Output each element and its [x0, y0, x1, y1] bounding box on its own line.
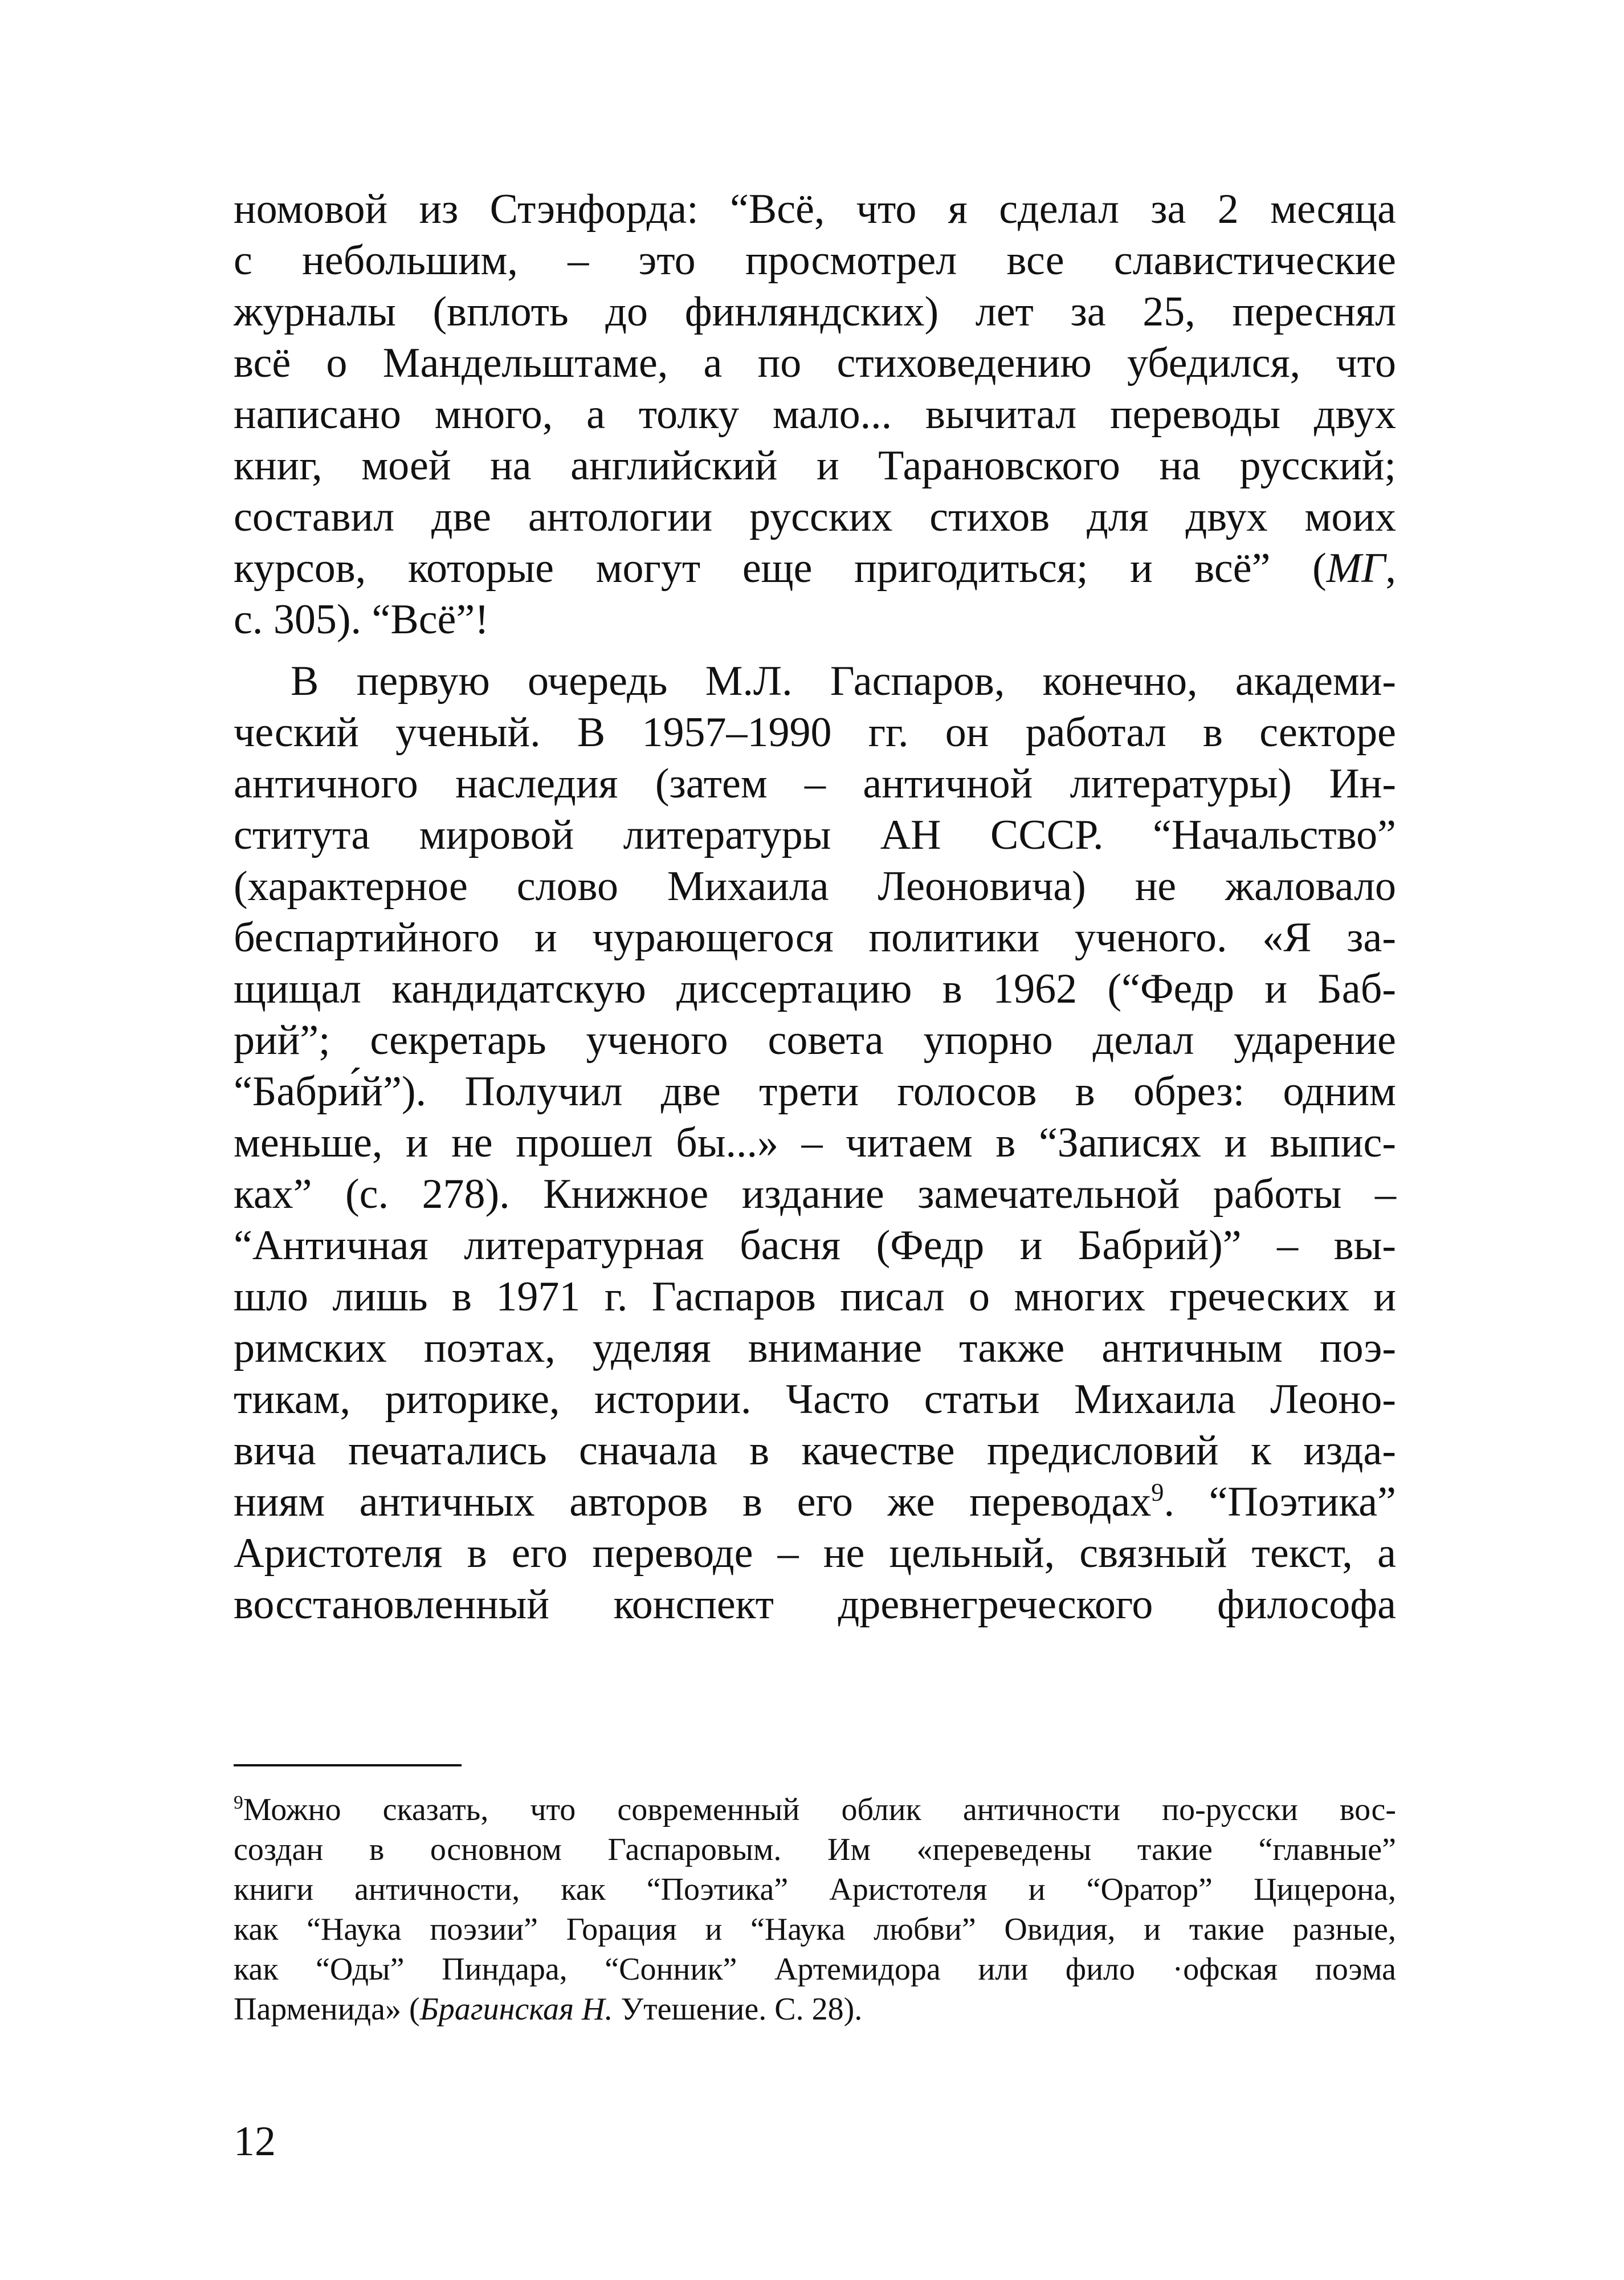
- text-line: щищал кандидатскую диссертацию в 1962 (“Федр и Баб-: [234, 966, 1396, 1012]
- text-fragment: . “Поэтика”: [1164, 1479, 1396, 1525]
- text-line: вича печатались сначала в качестве предисловий к изда-: [234, 1427, 1396, 1474]
- text-line: (характерное слово Михаила Леоновича) не жаловало: [234, 863, 1396, 910]
- text-fragment: Можно сказать, что современный облик античности по-русски вос-: [243, 1792, 1396, 1827]
- text-line: с небольшим, – это просмотрел все славистические: [234, 237, 1396, 284]
- text-line: составил две антологии русских стихов для двух моих: [234, 494, 1396, 540]
- text-line: Аристотеля в его переводе – не цельный, связный текст, а: [234, 1530, 1396, 1577]
- abbreviation-mg: МГ: [1326, 545, 1386, 592]
- text-line: рий”; секретарь ученого совета упорно делал ударение: [234, 1017, 1396, 1064]
- text-fragment: ,: [1385, 545, 1396, 592]
- text-line: журналы (вплоть до финляндских) лет за 25, переснял: [234, 288, 1396, 335]
- text-line: книг, моей на английский и Тарановского на русский;: [234, 442, 1396, 489]
- text-fragment: Утешение. С. 28).: [613, 1992, 863, 2027]
- text-line: римских поэтах, уделяя внимание также античным поэ-: [234, 1325, 1396, 1371]
- text-line: с. 305). “Всё”!: [234, 596, 489, 643]
- footnote-marker: 9: [234, 1792, 243, 1813]
- text-line: номовой из Стэнфорда: “Всё, что я сделал за 2 месяца: [234, 186, 1396, 233]
- main-text: [234, 184, 1396, 1630]
- text-line: восстановленный конспект древнегреческого философа: [234, 1581, 1396, 1628]
- text-line: тикам, риторике, истории. Часто статьи Михаила Леоно-: [234, 1376, 1396, 1423]
- text-line: шло лишь в 1971 г. Гаспаров писал о многих греческих и: [234, 1273, 1396, 1320]
- footnote-separator: [234, 1764, 462, 1766]
- text-line: античного наследия (затем – античной литературы) Ин-: [234, 760, 1396, 807]
- text-line: написано много, а толку мало... вычитал переводы двух: [234, 391, 1396, 438]
- text-fragment: ниям античных авторов в его же переводах: [234, 1479, 1152, 1525]
- footnote-line: как “Наука поэзии” Горация и “Наука любви” Овидия, и такие разные,: [234, 1912, 1396, 1947]
- footnote-line: как “Оды” Пиндара, “Сонник” Артемидора или фило ·офская поэма: [234, 1952, 1396, 1987]
- text-line: “Бабри́й”). Получил две трети голосов в обрез: одним: [234, 1068, 1396, 1115]
- page-number: 12: [234, 2118, 276, 2165]
- footnote-line: создан в основном Гаспаровым. Им «переведены такие “главные”: [234, 1832, 1396, 1867]
- paragraph-1: [234, 184, 1396, 645]
- cited-author: Брагинская Н.: [419, 1992, 613, 2027]
- footnote: [234, 1790, 1396, 2029]
- footnote-reference: 9: [1151, 1477, 1164, 1507]
- footnote-line: [234, 1790, 1396, 1830]
- text-line: [234, 1476, 1396, 1528]
- paragraph-2: [234, 656, 1396, 1630]
- text-fragment: курсов, которые могут еще пригодиться; и всё” (: [234, 545, 1327, 592]
- text-line: ститута мировой литературы АН СССР. “Начальство”: [234, 812, 1396, 858]
- text-line: беспартийного и чурающегося политики ученого. «Я за-: [234, 914, 1396, 961]
- footnote-line: книги античности, как “Поэтика” Аристотеля и “Оратор” Цицерона,: [234, 1872, 1396, 1907]
- text-line: [234, 543, 1396, 594]
- text-line: всё о Мандельштаме, а по стиховедению убедился, что: [234, 340, 1396, 386]
- text-line: В первую очередь М.Л. Гаспаров, конечно, академи-: [291, 658, 1396, 705]
- text-line: ках” (с. 278). Книжное издание замечательной работы –: [234, 1171, 1396, 1218]
- text-line: ческий ученый. В 1957–1990 гг. он работал в секторе: [234, 709, 1396, 756]
- footnote-line: [234, 1989, 1396, 2029]
- text-line: меньше, и не прошел бы...» – читаем в “Записях и выпис-: [234, 1119, 1396, 1166]
- text-line: “Античная литературная басня (Федр и Бабрий)” – вы-: [234, 1222, 1396, 1269]
- text-fragment: Парменида» (: [234, 1992, 420, 2027]
